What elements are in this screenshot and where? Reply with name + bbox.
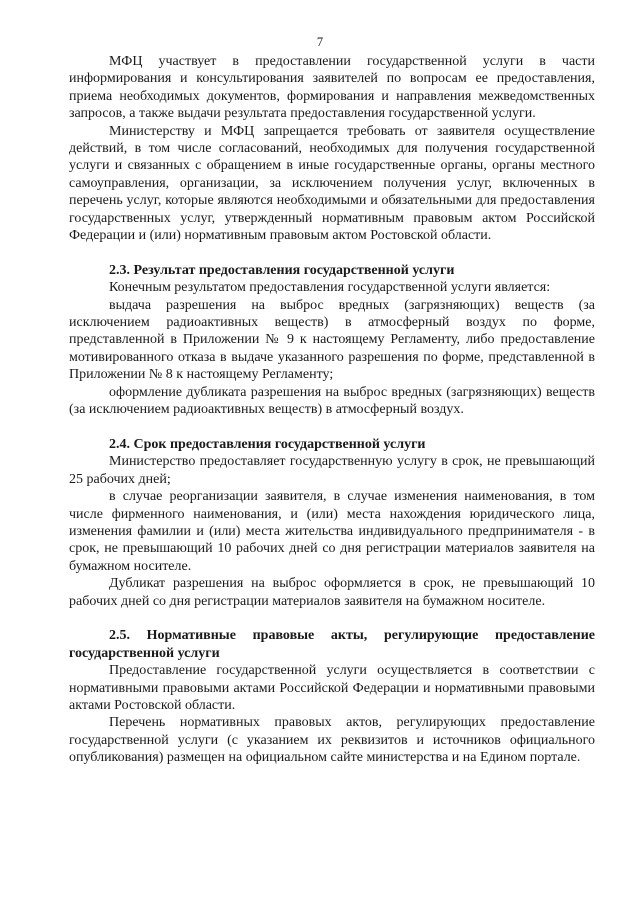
section-2-3-paragraph: выдача разрешения на выброс вредных (загрязняющих) веществ (за исключением радиоактивных веществ) в атмосферный воздух по форме, представленной в Приложении № 9 к настоящему Регламенту, либо предоставление мотивированного отказа в выдаче указанного разрешения по форме, представленной в Приложении № 8 к настоящему Регламенту; [69, 297, 595, 383]
section-2-4-paragraph: в случае реорганизации заявителя, в случае изменения наименования, в том числе фирменного наименования, и (или) места нахождения юридического лица, изменения фамилии и (или) места жительства индивидуального предпринимателя - в срок, не превышающий 10 рабочих дней со дня регистрации материалов заявителя на бумажном носителе. [69, 489, 595, 574]
section-2-4-heading: 2.4. Срок предоставления государственной услуги [109, 436, 426, 452]
section-2-5-heading: 2.5. Нормативные правовые акты, регулирующие предоставление государственной услуги [69, 628, 595, 661]
section-2-3-paragraph: оформление дубликата разрешения на выброс вредных (загрязняющих) веществ (за исключением радиоактивных веществ) в атмосферный воздух. [69, 384, 595, 418]
intro-paragraph-mfc: МФЦ участвует в предоставлении государственной услуги в части информирования и консультирования заявителей по вопросам ее предоставления, приема необходимых документов, формирования и направления межведомственных запросов, а также выдачи результата предоставления государственной услуги. [69, 54, 595, 122]
page-number: 7 [316, 35, 324, 49]
section-2-5-paragraph: Перечень нормативных правовых актов, регулирующих предоставление государственной услуги (с указанием их реквизитов и источников официального опубликования) размещен на официальном сайте министерства и на Едином портале. [69, 715, 595, 766]
section-2-5-paragraph: Предоставление государственной услуги осуществляется в соответствии с нормативными правовыми актами Российской Федерации и нормативными правовыми актами Ростовской области. [69, 663, 595, 713]
section-2-3-heading: 2.3. Результат предоставления государственной услуги [109, 262, 455, 278]
intro-paragraph-prohibition: Министерству и МФЦ запрещается требовать от заявителя осуществление действий, в том числе согласований, необходимых для получения государственной услуги и связанных с обращением в иные государственные органы, органы местного самоуправления, организации, за исключением получения услуг, включенных в перечень услуг, которые являются необходимыми и обязательными для предоставления государственных услуг, утвержденный нормативным правовым актом Российской Федерации и (или) нормативным правовым актом Ростовской области. [69, 123, 595, 244]
section-2-3-paragraph: Конечным результатом предоставления государственной услуги является: [109, 280, 551, 296]
page-content [69, 53, 595, 767]
section-2-4-paragraph: Дубликат разрешения на выброс оформляется в срок, не превышающий 10 рабочих дней со дня регистрации материалов заявителя на бумажном носителе. [69, 576, 595, 609]
section-2-4-paragraph: Министерство предоставляет государственную услугу в срок, не превышающий 25 рабочих дней; [69, 454, 595, 487]
